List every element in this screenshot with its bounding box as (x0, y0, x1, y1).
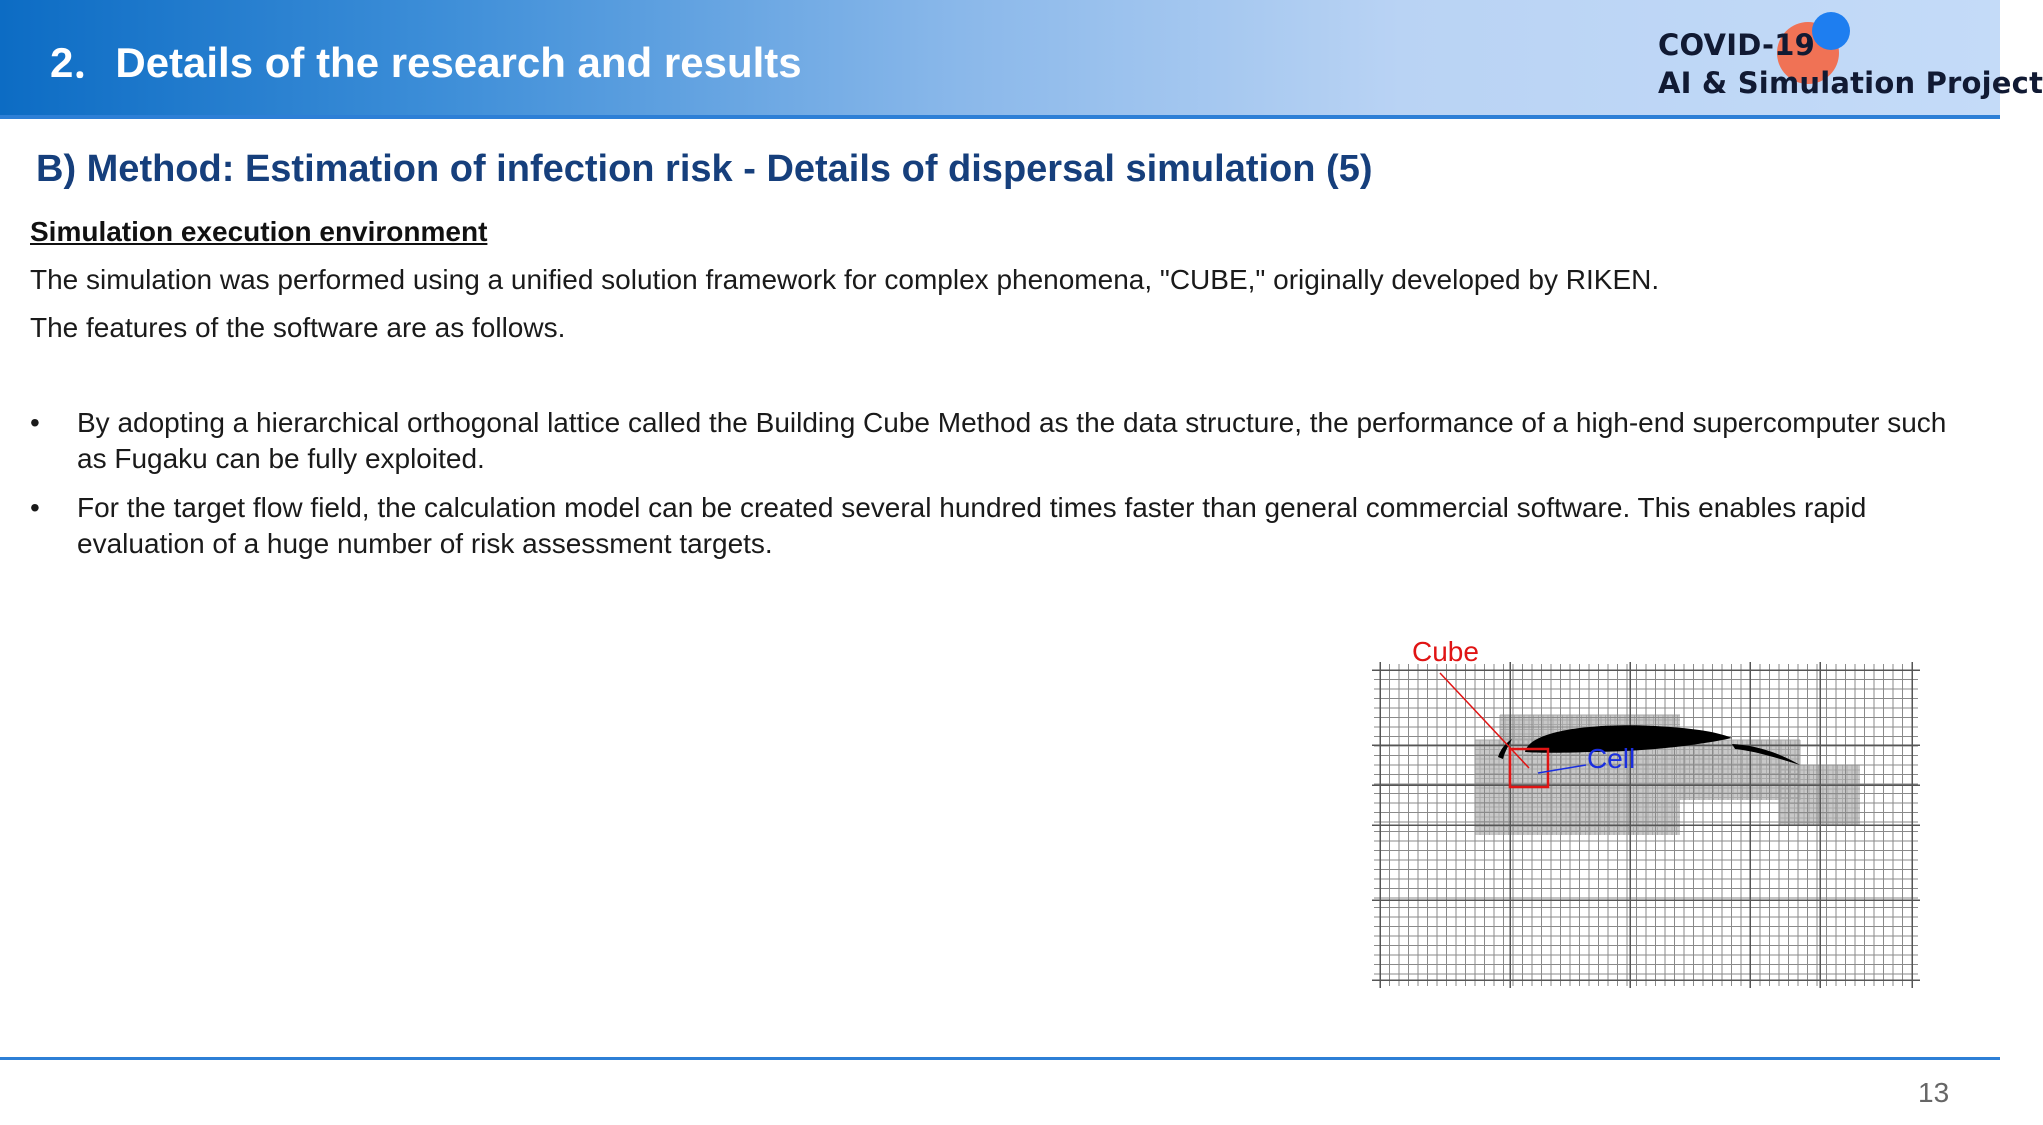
intro-paragraph-1: The simulation was performed using a unified solution framework for complex phenomena, "CUBE," originally developed by RIKEN. (30, 264, 1660, 295)
feature-item (30, 490, 1970, 562)
cube-label: Cube (1412, 636, 1479, 667)
section-heading: Simulation execution environment (30, 216, 488, 247)
bullet-icon: • (30, 407, 40, 438)
cell-label: Cell (1587, 743, 1636, 774)
feature-item (30, 405, 1970, 477)
logo-text-line1: COVID-19 (1658, 28, 1815, 62)
slide-subtitle: B) Method: Estimation of infection risk - Details of dispersal simulation (5) (36, 148, 1373, 190)
logo-blue-circle-icon (1812, 12, 1850, 50)
bullet-icon: • (30, 492, 40, 523)
header-divider (0, 115, 2000, 119)
slide-title: 2．Details of the research and results (50, 39, 802, 86)
feature-text: For the target flow field, the calculation model can be created several hundred times faster than general commercial software. This enables rapid evaluation of a huge number of risk assessment targets. (77, 492, 1867, 559)
footer-divider (0, 1057, 2000, 1060)
page-number: 13 (1918, 1077, 1950, 1108)
feature-text: By adopting a hierarchical orthogonal lattice called the Building Cube Method as the data structure, the performance of a high-end supercomputer such as Fugaku can be fully exploited. (77, 407, 1947, 474)
logo-text-line2: AI & Simulation Project (1658, 66, 2043, 100)
feature-list (30, 405, 1970, 575)
building-cube-diagram (1370, 635, 1930, 995)
intro-paragraph-2: The features of the software are as follows. (30, 312, 566, 343)
mesh-grid (1372, 662, 1920, 988)
